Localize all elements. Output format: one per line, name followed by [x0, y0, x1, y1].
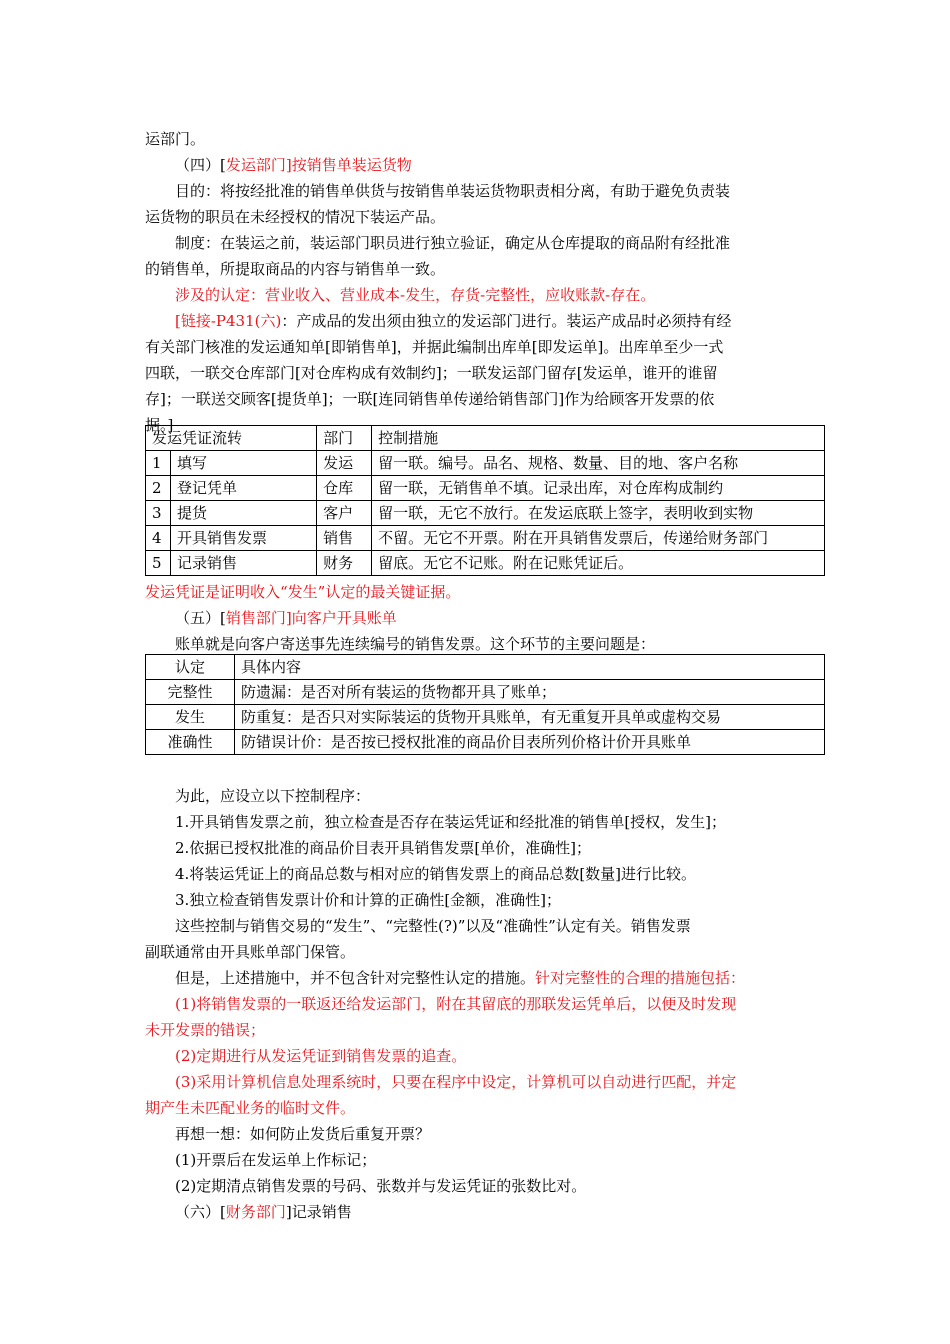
- table-row: [146, 451, 825, 476]
- text-line: (2)定期清点销售发票的号码、张数并与发运凭证的张数比对。: [175, 1177, 587, 1195]
- text-line: 运部门。: [145, 130, 206, 148]
- table-cell: 完整性: [146, 680, 235, 705]
- table-cell: 5: [146, 551, 171, 576]
- text-line: 四联，一联交仓库部门[对仓库构成有效制约]；一联发运部门留存[发运单，谁开的谁留: [145, 364, 718, 382]
- table-cell: 留底。无它不记账。附在记账凭证后。: [372, 551, 825, 576]
- table-cell: 客户: [317, 501, 372, 526]
- table-cell: 防遗漏：是否对所有装运的货物都开具了账单；: [235, 680, 825, 705]
- table-cell: 1: [146, 451, 171, 476]
- table-cell: 留一联，无它不放行。在发运底联上签字，表明收到实物: [372, 501, 825, 526]
- table-cell: 准确性: [146, 730, 235, 755]
- table-row: [146, 551, 825, 576]
- control-item: 1.开具销售发票之前，独立检查是否存在装运凭证和经批准的销售单[授权，发生]；: [175, 813, 727, 831]
- measure-item: (2)定期进行从发运凭证到销售发票的追查。: [175, 1047, 467, 1065]
- section-heading-6: （六）[财务部门]记录销售: [175, 1203, 352, 1221]
- table-row: [146, 730, 825, 755]
- text-line: 期产生未匹配业务的临时文件。: [145, 1099, 356, 1117]
- table-row: [146, 680, 825, 705]
- billing-assertion-table: [145, 654, 825, 755]
- link-note: [链接-P431(六)：产成品的发出须由独立的发运部门进行。装运产成品时必须持有经: [175, 312, 732, 330]
- table-cell: 销售: [317, 526, 372, 551]
- text-line: 目的：将按经批准的销售单供货与按销售单装运货物职责相分离，有助于避免负责装: [175, 182, 731, 200]
- text-line: 的销售单，所提取商品的内容与销售单一致。: [145, 260, 446, 278]
- control-item: 4.将装运凭证上的商品总数与相对应的销售发票上的商品总数[数量]进行比较。: [175, 865, 697, 883]
- text-line: 运货物的职员在未经授权的情况下装运产品。: [145, 208, 446, 226]
- table-cell: 登记凭单: [171, 476, 317, 501]
- table-cell: 防重复：是否只对实际装运的货物开具账单，有无重复开具单或虚构交易: [235, 705, 825, 730]
- key-evidence-note: 发运凭证是证明收入“发生”认定的最关键证据。: [145, 583, 461, 601]
- text-line: 未开发票的错误；: [145, 1021, 266, 1039]
- measure-item: (1)将销售发票的一联返还给发运部门，附在其留底的那联发运凭单后，以便及时发现: [175, 995, 737, 1013]
- table-header: 部门: [317, 426, 372, 451]
- table-cell: 填写: [171, 451, 317, 476]
- text-line: (1)开票后在发运单上作标记；: [175, 1151, 377, 1169]
- text-line: 制度：在装运之前，装运部门职员进行独立验证，确定从仓库提取的商品附有经批准: [175, 234, 731, 252]
- table-row: [146, 526, 825, 551]
- table-header: 认定: [146, 655, 235, 680]
- text-line: 为此，应设立以下控制程序：: [175, 787, 371, 805]
- table-cell: 3: [146, 501, 171, 526]
- control-item: 3.独立检查销售发票计价和计算的正确性[金额，准确性]；: [175, 891, 562, 909]
- control-item: 2.依据已授权批准的商品价目表开具销售发票[单价，准确性]；: [175, 839, 592, 857]
- table-row: [146, 476, 825, 501]
- measure-item: (3)采用计算机信息处理系统时，只要在程序中设定，计算机可以自动进行匹配，并定: [175, 1073, 737, 1091]
- table-row: [146, 501, 825, 526]
- table-cell: 开具销售发票: [171, 526, 317, 551]
- text-line: 副联通常由开具账单部门保管。: [145, 943, 356, 961]
- table-header-row: [146, 426, 825, 451]
- text-line: 据。]: [145, 416, 174, 434]
- table-row: [146, 705, 825, 730]
- table-cell: 留一联，无销售单不填。记录出库，对仓库构成制约: [372, 476, 825, 501]
- text-line: 存]；一联送交顾客[提货单]；一联[连同销售单传递给销售部门]作为给顾客开发票的依: [145, 390, 715, 408]
- shipping-document-table: [145, 425, 825, 576]
- section-heading-5: （五）[销售部门]向客户开具账单: [175, 609, 397, 627]
- table-cell: 4: [146, 526, 171, 551]
- text-line: 但是，上述措施中，并不包含针对完整性认定的措施。针对完整性的合理的措施包括：: [175, 969, 746, 987]
- table-cell: 财务: [317, 551, 372, 576]
- table-cell: 防错误计价：是否按已授权批准的商品价目表所列价格计价开具账单: [235, 730, 825, 755]
- table-header-row: [146, 655, 825, 680]
- table-cell: 发运: [317, 451, 372, 476]
- table-header: 具体内容: [235, 655, 825, 680]
- assertion-note: 涉及的认定：营业收入、营业成本-发生，存货-完整性，应收账款-存在。: [175, 286, 656, 304]
- table-cell: 2: [146, 476, 171, 501]
- text-line: 这些控制与销售交易的“发生”、“完整性(?)”以及“准确性”认定有关。销售发票: [175, 917, 691, 935]
- section-heading-4: （四）[发运部门]按销售单装运货物: [175, 156, 412, 174]
- table-cell: 不留。无它不开票。附在开具销售发票后，传递给财务部门: [372, 526, 825, 551]
- table-cell: 提货: [171, 501, 317, 526]
- table-header: 控制措施: [372, 426, 825, 451]
- table-cell: 记录销售: [171, 551, 317, 576]
- table-cell: 仓库: [317, 476, 372, 501]
- table-cell: 发生: [146, 705, 235, 730]
- table-cell: 留一联。编号。品名、规格、数量、目的地、客户名称: [372, 451, 825, 476]
- text-line: 再想一想：如何防止发货后重复开票？: [175, 1125, 431, 1143]
- text-line: 账单就是向客户寄送事先连续编号的销售发票。这个环节的主要问题是：: [175, 635, 656, 653]
- text-line: 有关部门核准的发运通知单[即销售单]，并据此编制出库单[即发运单]。出库单至少一式: [145, 338, 724, 356]
- table-header: 发运凭证流转: [146, 426, 317, 451]
